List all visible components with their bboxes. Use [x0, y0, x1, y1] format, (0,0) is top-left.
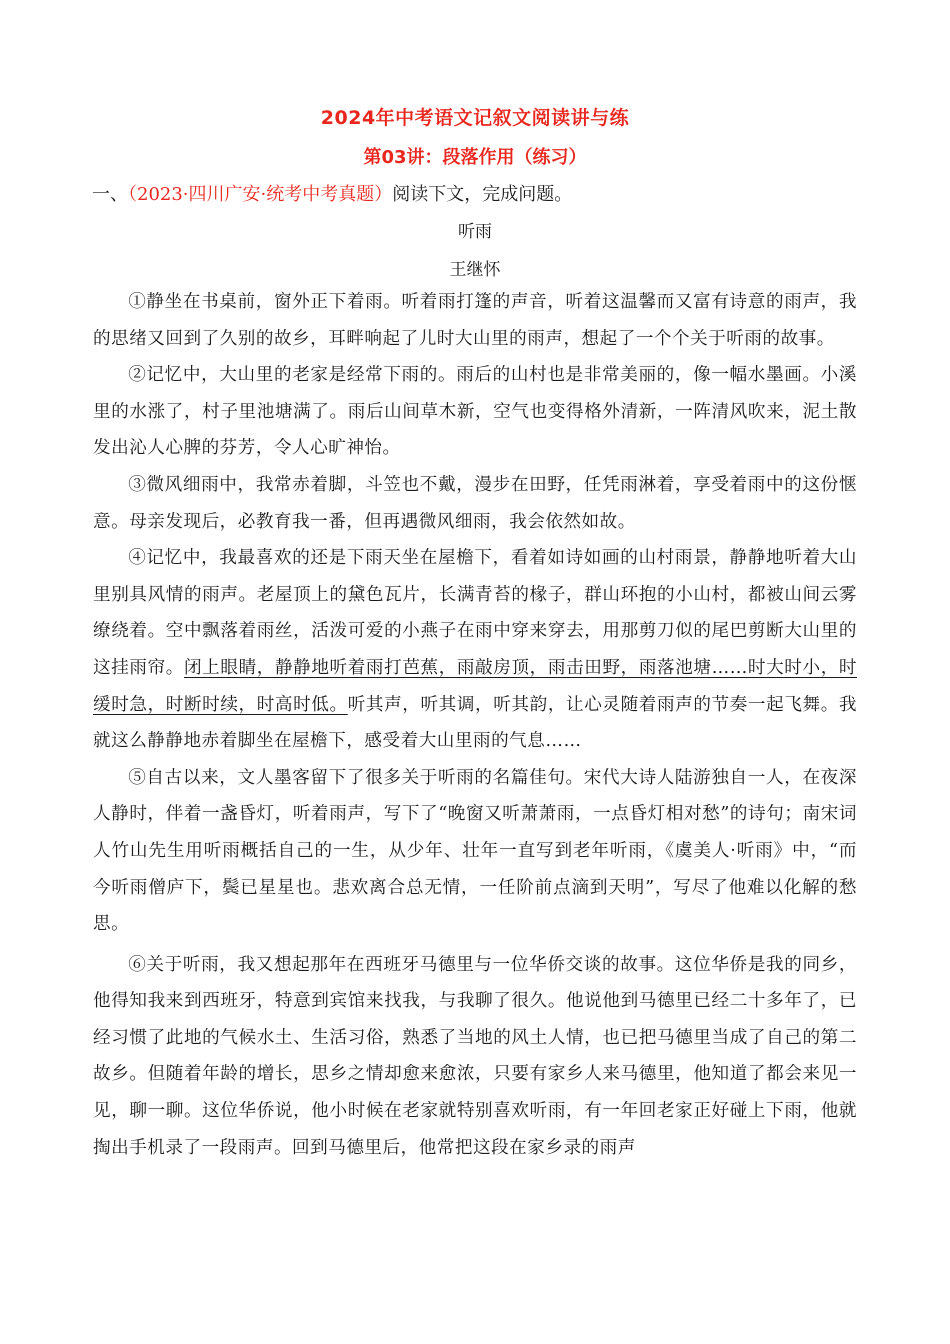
- lesson-subtitle: 第03讲：段落作用（练习）: [363, 147, 587, 168]
- paragraph-4-before: ④记忆中，我最喜欢的还是下雨天坐在屋檐下，看着如诗如画的山村雨景，静静地听着大山里别具风情的雨声。老屋顶上的黛色瓦片，长满青苔的椽子，群山环抱的小山村，都被山间云雾缭绕着。空中飘落着雨丝，活泼可爱的小燕子在雨中穿来穿去，用那剪刀似的尾巴剪断大山里的这挂雨帘。: [93, 548, 857, 678]
- underlined-sentence: 闭上眼睛，静静地听着雨打芭蕉，雨敲房顶，雨击田野，雨落池塘……时大时小，时缓时急，时断时续，时高时低。: [93, 657, 857, 715]
- essay-body: [93, 284, 857, 1166]
- paragraph-1: ①静坐在书桌前，窗外正下着雨。听着雨打篷的声音，听着这温馨而又富有诗意的雨声，我的思绪又回到了久别的故乡，耳畔响起了儿时大山里的雨声，想起了一个个关于听雨的故事。: [93, 292, 857, 349]
- essay-title: 听雨: [458, 222, 492, 242]
- document-title: 2024年中考语文记叙文阅读讲与练: [320, 107, 630, 129]
- paragraph-2: ②记忆中，大山里的老家是经常下雨的。雨后的山村也是非常美丽的，像一幅水墨画。小溪里的水涨了，村子里池塘满了。雨后山间草木新，空气也变得格外清新，一阵清风吹来，泥土散发出沁人心脾的芬芳，令人心旷神怡。: [93, 365, 857, 459]
- question-source: （2023·四川广安·统考中考真题）: [128, 184, 393, 205]
- paragraph-5: ⑤自古以来，文人墨客留下了很多关于听雨的名篇佳句。宋代大诗人陆游独自一人，在夜深人静时，伴着一盏昏灯，听着雨声，写下了“晚窗又听萧萧雨，一点昏灯相对愁”的诗句；南宋词人竹山先生用听雨概括自己的一生，从少年、壮年一直写到老年听雨，《虞美人·听雨》中，“而今听雨僧庐下，鬓已星星也。悲欢离合总无情，一任阶前点滴到天明”，写尽了他难以化解的愁思。: [93, 767, 857, 935]
- question-number: 一、: [92, 184, 128, 205]
- question-instruction: 阅读下文，完成问题。: [392, 184, 573, 205]
- paragraph-4-after: 听其声，听其调，听其韵，让心灵随着雨声的节奏一起飞舞。我就这么静静地赤着脚坐在屋檐下，感受着大山里雨的气息……: [93, 694, 857, 752]
- question-heading: [92, 180, 872, 206]
- paragraph-4: [93, 540, 857, 760]
- paragraph-3: ③微风细雨中，我常赤着脚，斗笠也不戴，漫步在田野，任凭雨淋着，享受着雨中的这份惬意。母亲发现后，必教育我一番，但再遇微风细雨，我会依然如故。: [93, 474, 857, 532]
- essay-author: 王继怀: [449, 260, 501, 280]
- paragraph-6: ⑥关于听雨，我又想起那年在西班牙马德里与一位华侨交谈的故事。这位华侨是我的同乡，他得知我来到西班牙，特意到宾馆来找我，与我聊了很久。他说他到马德里已经二十多年了，已经习惯了此地的气候水土、生活习俗，熟悉了当地的风土人情，也已把马德里当成了自己的第二故乡。但随着年龄的增长，思乡之情却愈来愈浓，只要有家乡人来马德里，他知道了都会来见一见，聊一聊。这位华侨说，他小时候在老家就特别喜欢听雨，有一年回老家正好碰上下雨，他就掏出手机录了一段雨声。回到马德里后，他常把这段在家乡录的雨声: [93, 954, 857, 1158]
